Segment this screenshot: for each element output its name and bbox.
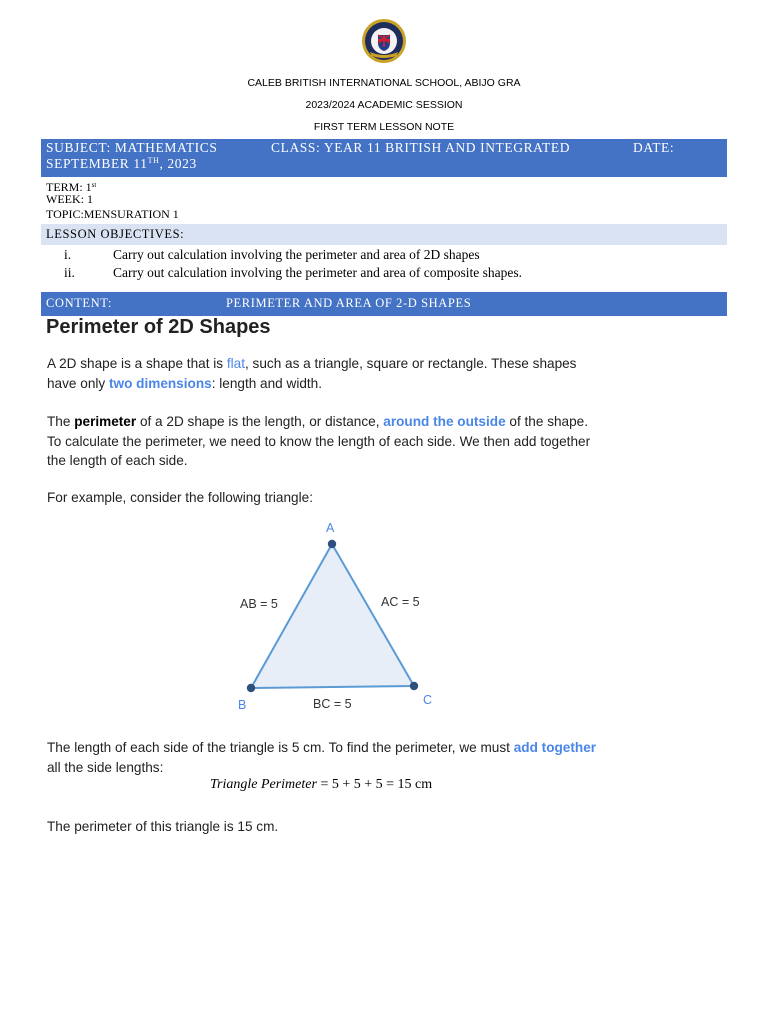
vertex-b-label: B: [238, 698, 247, 712]
paragraph-perimeter-definition: The perimeter of a 2D shape is the length, or distance, around the outside of the shape. To calculate the perimeter, we need to know the length of each side. We then add together the length of each side.: [47, 414, 591, 468]
paragraph-side-lengths: The length of each side of the triangle is 5 cm. To find the perimeter, we must add together all the side lengths:: [47, 740, 597, 775]
academic-session: 2023/2024 ACADEMIC SESSION: [305, 99, 463, 111]
side-ab-label: AB = 5: [240, 597, 278, 611]
lesson-objectives-heading: LESSON OBJECTIVES:: [41, 224, 727, 245]
vertex-c-label: C: [423, 693, 433, 707]
date-label: DATE:: [633, 140, 675, 155]
class-label: CLASS: YEAR 11 BRITISH AND INTEGRATED: [271, 140, 571, 155]
content-bar: [41, 292, 727, 316]
date-value: SEPTEMBER 11TH, 2023: [46, 156, 197, 171]
lesson-note-type: FIRST TERM LESSON NOTE: [313, 121, 455, 133]
perimeter-formula: Triangle Perimeter = 5 + 5 + 5 = 15 cm: [210, 777, 433, 792]
week-line: WEEK: 1: [46, 192, 93, 206]
vertex-a-label: A: [326, 521, 335, 535]
subject-label: SUBJECT: MATHEMATICS: [46, 140, 218, 155]
triangle-shape: [251, 544, 414, 688]
topic-line: TOPIC:MENSURATION 1: [46, 207, 179, 221]
paragraph-2d-shape: A 2D shape is a shape that is flat, such as a triangle, square or rectangle. These shapes have only two dimensions: length and width.: [47, 356, 577, 391]
vertex-b-point: [247, 684, 255, 692]
side-ac-label: AC = 5: [381, 595, 420, 609]
term-line: TERM: 1st: [46, 180, 97, 194]
vertex-a-point: [328, 540, 336, 548]
paragraph-example-intro: For example, consider the following triangle:: [47, 490, 313, 505]
school-name: CALEB BRITISH INTERNATIONAL SCHOOL, ABIJO GRA: [247, 77, 521, 89]
paragraph-conclusion: The perimeter of this triangle is 15 cm.: [47, 819, 279, 834]
vertex-c-point: [410, 682, 418, 690]
school-crest-logo: [361, 18, 407, 64]
side-bc-label: BC = 5: [313, 697, 352, 711]
content-title: PERIMETER AND AREA OF 2-D SHAPES: [226, 296, 472, 310]
section-heading: Perimeter of 2D Shapes: [46, 316, 271, 338]
subject-bar: [41, 139, 727, 177]
triangle-diagram: [230, 515, 460, 715]
content-label: CONTENT:: [46, 296, 112, 310]
